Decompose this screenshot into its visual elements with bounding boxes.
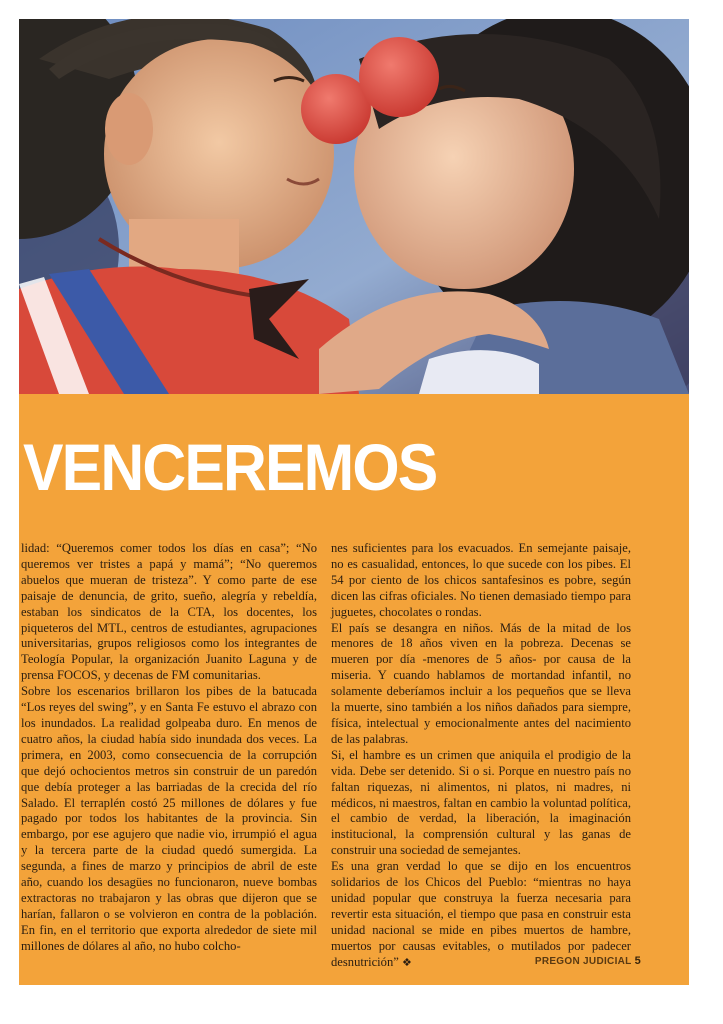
article-column-right [331,541,631,970]
publication-name: PREGON JUDICIAL [534,956,632,967]
article-column-left [21,541,317,955]
page-footer [535,955,641,967]
article-final-text: Es una gran verdad lo que se dijo en los encuentros solidarios de los Chicos del Pueblo: “mientras no haya unidad popular que construya la fuerza necesaria para revertir esta situación, el tiempo que pasa en construir esta unidad nacional se mide en pibes muertos de hambre, muertos por causas evitables, o mutilados por padecer desnutrición” [331,859,631,969]
article-paragraph-final [331,859,631,970]
photo-children-clown-noses-icon [19,19,689,394]
magazine-page [19,19,689,985]
headline: VENCEREMOS [23,430,437,504]
article-paragraph: Sobre los escenarios brillaron los pibes de la batucada “Los reyes del swing”, y en Santa Fe estuvo el abrazo con los inundados. La realidad golpeaba duro. En menos de cuatro años, la ciudad había sido inundada dos veces. La primera, en 2003, como consecuencia de la corrupción que dejó ochocientos metros sin construir de un paredón que debía proteger a las barriadas de la crecida del río Salado. El terraplén costó 25 millones de dólares y fue pagado por todos los habitantes de la provincia. Sin embargo, por ese agujero que nadie vio, irrumpió el agua y la tercera parte de la ciudad quedó sumergida. La segunda, a fines de marzo y principios de abril de este año, cuando los desagües no funcionaron, nueve bombas extractoras no trabajaron y las obras que dijeron que se harían, fallaron o se volvieron en contra de la población. En fin, en el territorio que exporta alrededor de siete mil millones de dólares al año, no hubo colcho- [21,684,317,953]
cover-photo [19,19,689,394]
article-paragraph: El país se desangra en niños. Más de la mitad de los menores de 18 años viven en la pobreza. Decenas se mueren por día -menores de 5 años- por causa de la miseria. Y cuando hablamos de mortandad infantil, no solamente deberíamos incluir a los pequeños que se lleva la muerte, sino también a los niños dañados para siempre, física, intelectual y emocionalmente antes del nacimiento de las palabras. [331,620,631,746]
page-number: 5 [634,955,641,967]
article-paragraph: Si, el hambre es un crimen que aniquila el prodigio de la vida. Debe ser detenido. Si o si. Porque en nuestro país no faltan riquezas, ni alimentos, ni platos, ni madres, ni médicos, ni maestros, faltan en cambio la voluntad política, el cambio de verdad, la liberación, la imaginación institucional, la comprensión cultural y las ganas de construir una sociedad de semejantes. [331,747,631,858]
end-mark-icon: ❖ [402,955,412,969]
article-paragraph: lidad: “Queremos comer todos los días en casa”; “No queremos ver tristes a papá y mamá”; “No queremos abuelos que mueran de tristeza”. Y como parte de ese paisaje de denuncia, de grito, sueño, alegría y rebeldía, estaban los sindicatos de la CTA, los docentes, los piqueteros del MTL, centros de estudiantes, agrupaciones universitarias, grupos religiosos como los integrantes de Teología Popular, la organización Juanito Laguna y de prensa FOCOS, y decenas de FM comunitarias. [21,541,317,683]
article-paragraph: nes suficientes para los evacuados. En semejante paisaje, no es casualidad, entonces, lo que sucede con los pibes. El 54 por ciento de los chicos santafesinos es pobre, según dicen las cifras oficiales. No tienen demasiado tiempo para juguetes, chocolates o rondas. [331,541,631,619]
